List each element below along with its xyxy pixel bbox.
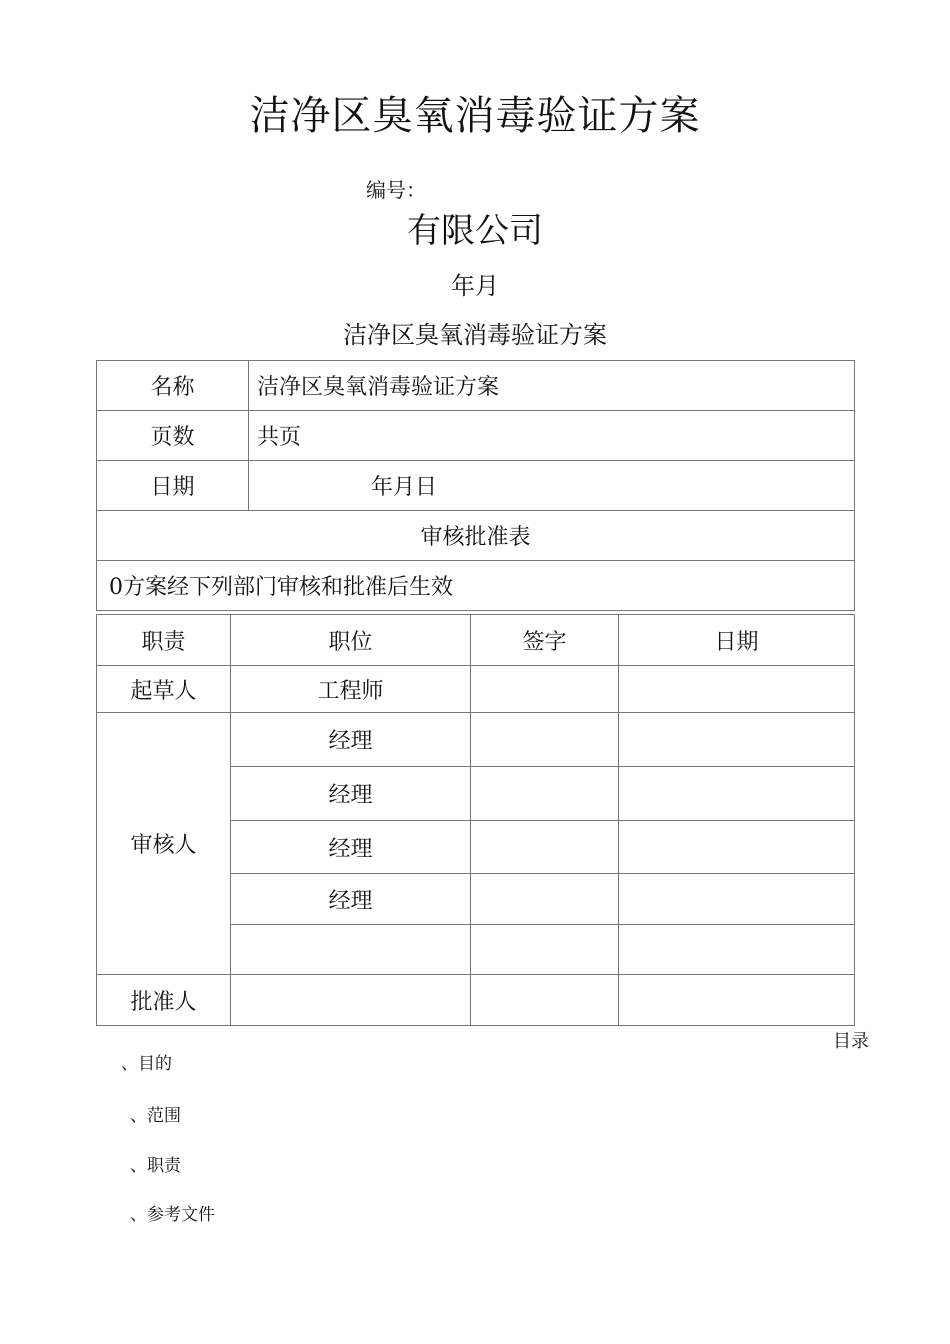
date-cell bbox=[619, 874, 855, 925]
date-value: 年月日 bbox=[249, 461, 855, 511]
reviewer-position: 经理 bbox=[231, 767, 471, 821]
signature-cell bbox=[471, 925, 619, 975]
toc-item[interactable]: 、职责 bbox=[130, 1156, 181, 1176]
reviewer-position: 经理 bbox=[231, 821, 471, 874]
reviewer-position: 经理 bbox=[231, 713, 471, 767]
toc-item[interactable]: 、范围 bbox=[130, 1106, 181, 1126]
table-row bbox=[97, 361, 855, 411]
pages-label: 页数 bbox=[97, 411, 249, 461]
drafter-label: 起草人 bbox=[97, 666, 231, 713]
reviewer-position bbox=[231, 925, 471, 975]
document-code-label: 编号： bbox=[366, 178, 426, 202]
header-position: 职位 bbox=[231, 615, 471, 666]
date-cell bbox=[619, 713, 855, 767]
date-cell bbox=[619, 975, 855, 1026]
reviewer-position: 经理 bbox=[231, 874, 471, 925]
year-month: 年月 bbox=[451, 272, 499, 300]
table-row bbox=[97, 561, 855, 611]
document-info-table bbox=[96, 360, 855, 611]
date-cell bbox=[619, 767, 855, 821]
header-role: 职责 bbox=[97, 615, 231, 666]
toc-title: 目录 bbox=[833, 1031, 869, 1052]
drafter-position: 工程师 bbox=[231, 666, 471, 713]
signature-cell bbox=[471, 975, 619, 1026]
header-signature: 签字 bbox=[471, 615, 619, 666]
date-label: 日期 bbox=[97, 461, 249, 511]
signature-cell bbox=[471, 767, 619, 821]
approver-position bbox=[231, 975, 471, 1026]
table-row bbox=[97, 511, 855, 561]
approval-table bbox=[96, 614, 855, 1026]
table-row bbox=[97, 461, 855, 511]
table-row bbox=[97, 713, 855, 767]
date-cell bbox=[619, 925, 855, 975]
signature-cell bbox=[471, 713, 619, 767]
date-cell bbox=[619, 666, 855, 713]
name-value: 洁净区臭氧消毒验证方案 bbox=[249, 361, 855, 411]
signature-cell bbox=[471, 874, 619, 925]
pages-value: 共页 bbox=[249, 411, 855, 461]
approver-label: 批准人 bbox=[97, 975, 231, 1026]
table-row bbox=[97, 975, 855, 1026]
reviewer-label: 审核人 bbox=[97, 713, 231, 975]
review-note: 0方案经下列部门审核和批准后生效 bbox=[97, 561, 855, 611]
company-name: 有限公司 bbox=[407, 211, 543, 251]
signature-cell bbox=[471, 821, 619, 874]
toc-item[interactable]: 、参考文件 bbox=[130, 1205, 215, 1225]
review-approval-header: 审核批准表 bbox=[97, 511, 855, 561]
table-row bbox=[97, 411, 855, 461]
name-label: 名称 bbox=[97, 361, 249, 411]
header-date: 日期 bbox=[619, 615, 855, 666]
table-header-row bbox=[97, 615, 855, 666]
toc-item[interactable]: 、目的 bbox=[121, 1054, 172, 1074]
document-title: 洁净区臭氧消毒验证方案 bbox=[249, 93, 701, 139]
table-row bbox=[97, 666, 855, 713]
date-cell bbox=[619, 821, 855, 874]
signature-cell bbox=[471, 666, 619, 713]
table-caption: 洁净区臭氧消毒验证方案 bbox=[343, 321, 607, 349]
